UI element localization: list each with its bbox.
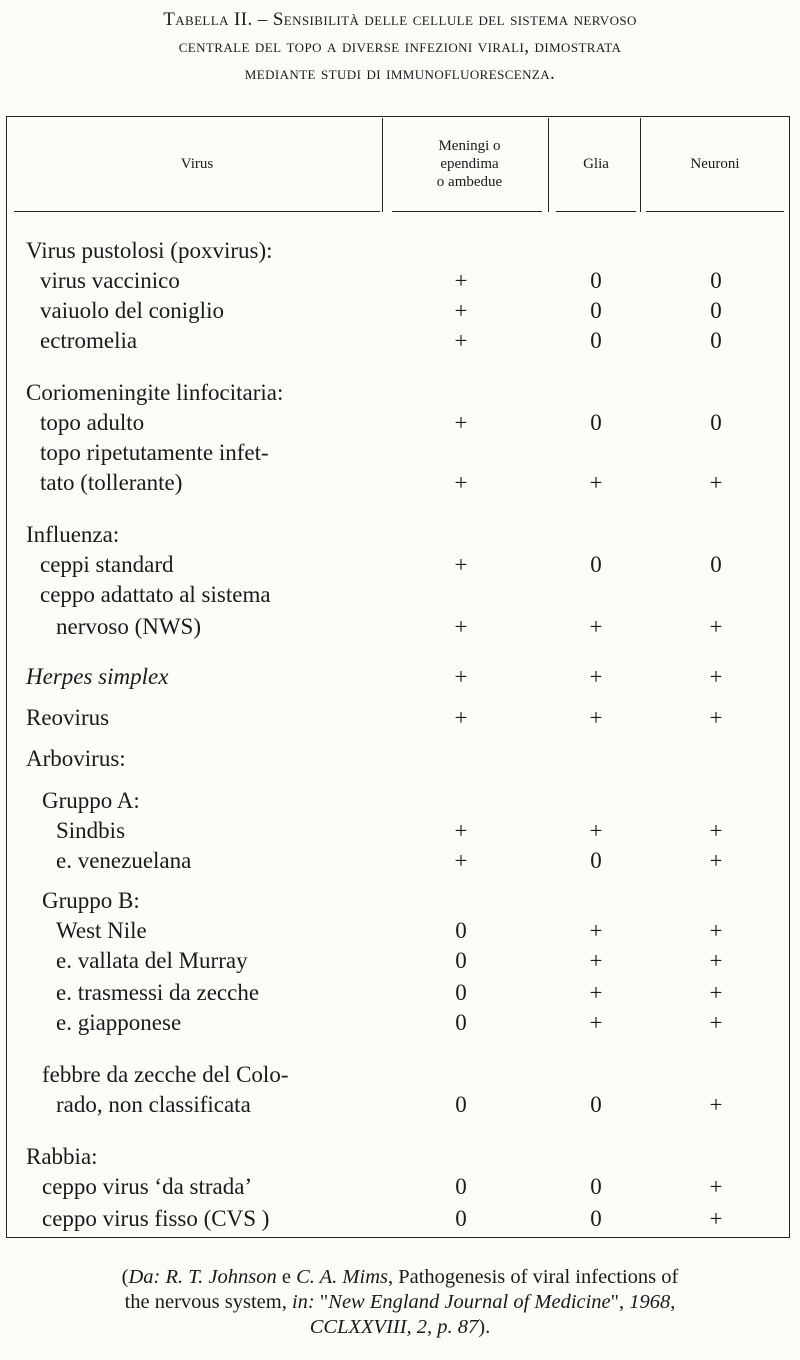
table-row bbox=[0, 946, 800, 976]
glia-value: + bbox=[589, 705, 603, 730]
glia-value: + bbox=[589, 948, 603, 973]
glia-value: + bbox=[589, 980, 603, 1005]
table-row bbox=[0, 326, 800, 356]
meningi-value: + bbox=[454, 328, 468, 353]
glia-value: 0 bbox=[590, 328, 602, 353]
table-row bbox=[0, 296, 800, 326]
row-label: Virus pustolosi (poxvirus): bbox=[26, 238, 273, 263]
row-label: Arbovirus: bbox=[26, 746, 126, 771]
glia-value: + bbox=[589, 470, 603, 495]
table-row bbox=[0, 978, 800, 1008]
row-label: e. giapponese bbox=[56, 1010, 182, 1035]
glia-value: 0 bbox=[590, 410, 602, 435]
table-row bbox=[0, 916, 800, 946]
neuroni-value: + bbox=[709, 918, 723, 943]
source-quote-open: " bbox=[314, 1291, 329, 1313]
glia-value: + bbox=[589, 614, 603, 639]
table-row bbox=[0, 816, 800, 846]
row-label: Rabbia: bbox=[26, 1144, 98, 1169]
source-open-paren: ( bbox=[121, 1266, 129, 1288]
meningi-value: + bbox=[454, 298, 468, 323]
col-header-meningi-line-3: o ambedue bbox=[436, 174, 503, 190]
table-row bbox=[0, 408, 800, 438]
source-year: 1968 bbox=[629, 1291, 671, 1313]
table-row bbox=[0, 1172, 800, 1202]
col-header-virus: Virus bbox=[180, 156, 214, 172]
header-divider bbox=[640, 118, 641, 212]
row-label: e. venezuelana bbox=[56, 848, 192, 873]
col-header-glia: Glia bbox=[583, 156, 609, 172]
source-journal: New England Journal of Medicine bbox=[328, 1291, 611, 1313]
table-row bbox=[0, 1090, 800, 1120]
table-row bbox=[0, 236, 800, 266]
neuroni-value: + bbox=[709, 664, 723, 689]
col-header-meningi bbox=[392, 137, 547, 191]
source-in: in: bbox=[291, 1291, 315, 1313]
glia-value: + bbox=[589, 818, 603, 843]
col-header-meningi-line-1: Meningi o bbox=[438, 138, 501, 154]
row-label: Gruppo B: bbox=[42, 888, 140, 913]
row-label: topo ripetutamente infet- bbox=[40, 440, 269, 465]
neuroni-value: + bbox=[709, 818, 723, 843]
table-row bbox=[0, 520, 800, 550]
caption-line-3: mediante studi di immunofluorescenza. bbox=[244, 63, 556, 84]
row-label: topo adulto bbox=[40, 410, 145, 435]
table-row bbox=[0, 612, 800, 642]
table-row bbox=[0, 1060, 800, 1090]
header-divider bbox=[548, 118, 549, 212]
table-caption bbox=[0, 6, 800, 87]
source-quote-close: ", bbox=[610, 1291, 630, 1313]
source-close: ). bbox=[478, 1316, 491, 1338]
glia-value: + bbox=[589, 664, 603, 689]
neuroni-value: + bbox=[709, 1174, 723, 1199]
glia-value: 0 bbox=[590, 1206, 602, 1231]
meningi-value: 0 bbox=[455, 1010, 467, 1035]
glia-value: 0 bbox=[590, 268, 602, 293]
meningi-value: + bbox=[454, 705, 468, 730]
header-rule bbox=[392, 211, 542, 212]
glia-value: 0 bbox=[590, 298, 602, 323]
table-row bbox=[0, 378, 800, 408]
row-label: Herpes simplex bbox=[26, 664, 169, 689]
table-row bbox=[0, 662, 800, 692]
row-label: Coriomeningite linfocitaria: bbox=[26, 380, 284, 405]
source-comma: , bbox=[670, 1291, 676, 1313]
table-row bbox=[0, 886, 800, 916]
glia-value: 0 bbox=[590, 848, 602, 873]
neuroni-value: + bbox=[709, 614, 723, 639]
glia-value: 0 bbox=[590, 552, 602, 577]
table-row bbox=[0, 266, 800, 296]
row-label: ceppo virus ‘da strada’ bbox=[42, 1174, 253, 1199]
meningi-value: + bbox=[454, 410, 468, 435]
glia-value: 0 bbox=[590, 1174, 602, 1199]
table-row bbox=[0, 744, 800, 774]
neuroni-value: 0 bbox=[710, 298, 722, 323]
meningi-value: 0 bbox=[455, 980, 467, 1005]
table-row bbox=[0, 468, 800, 498]
glia-value: + bbox=[589, 918, 603, 943]
row-label: e. trasmessi da zecche bbox=[56, 980, 260, 1005]
table-row bbox=[0, 580, 800, 610]
meningi-value: + bbox=[454, 470, 468, 495]
meningi-value: 0 bbox=[455, 948, 467, 973]
meningi-value: + bbox=[454, 614, 468, 639]
row-label: virus vaccinico bbox=[40, 268, 180, 293]
source-author-1: Da: R. T. Johnson bbox=[128, 1266, 277, 1288]
row-label: Gruppo A: bbox=[42, 788, 140, 813]
table-row bbox=[0, 703, 800, 733]
neuroni-value: + bbox=[709, 1206, 723, 1231]
row-label: vaiuolo del coniglio bbox=[40, 298, 224, 323]
row-label: febbre da zecche del Colo- bbox=[42, 1062, 289, 1087]
meningi-value: 0 bbox=[455, 918, 467, 943]
caption-line-1: Tabella II. – Sensibilità delle cellule del sistema nervoso bbox=[163, 9, 637, 30]
source-line-3 bbox=[8, 1315, 792, 1340]
neuroni-value: + bbox=[709, 1092, 723, 1117]
neuroni-value: + bbox=[709, 980, 723, 1005]
table-row bbox=[0, 786, 800, 816]
table-row bbox=[0, 846, 800, 876]
table-row bbox=[0, 1008, 800, 1038]
row-label: Reovirus bbox=[26, 705, 110, 730]
meningi-value: + bbox=[454, 268, 468, 293]
header-rule bbox=[14, 211, 380, 212]
meningi-value: + bbox=[454, 664, 468, 689]
source-author-2: C. A. Mims bbox=[296, 1266, 388, 1288]
neuroni-value: + bbox=[709, 848, 723, 873]
source-volume: CCLXXVIII, 2, p. 87 bbox=[309, 1316, 479, 1338]
row-label: ceppo adattato al sistema bbox=[40, 582, 271, 607]
source-citation bbox=[8, 1265, 792, 1340]
meningi-value: 0 bbox=[455, 1174, 467, 1199]
row-label: ectromelia bbox=[40, 328, 138, 353]
glia-value: 0 bbox=[590, 1092, 602, 1117]
table-row bbox=[0, 438, 800, 468]
meningi-value: 0 bbox=[455, 1092, 467, 1117]
source-line-2 bbox=[8, 1290, 792, 1315]
source-title-part-1: , Pathogenesis of viral infections of bbox=[387, 1266, 679, 1288]
meningi-value: 0 bbox=[455, 1206, 467, 1231]
neuroni-value: + bbox=[709, 470, 723, 495]
row-label: tato (tollerante) bbox=[40, 470, 183, 495]
row-label: Sindbis bbox=[56, 818, 126, 843]
row-label: West Nile bbox=[56, 918, 147, 943]
row-label: ceppi standard bbox=[40, 552, 174, 577]
header-rule bbox=[646, 211, 784, 212]
table-row bbox=[0, 1204, 800, 1234]
neuroni-value: 0 bbox=[710, 328, 722, 353]
table-row bbox=[0, 1142, 800, 1172]
row-label: nervoso (NWS) bbox=[56, 614, 201, 639]
meningi-value: + bbox=[454, 848, 468, 873]
neuroni-value: 0 bbox=[710, 410, 722, 435]
neuroni-value: + bbox=[709, 1010, 723, 1035]
source-title-part-2: the nervous system, bbox=[124, 1291, 292, 1313]
neuroni-value: + bbox=[709, 948, 723, 973]
col-header-meningi-line-2: ependima bbox=[440, 156, 499, 172]
meningi-value: + bbox=[454, 552, 468, 577]
row-label: Influenza: bbox=[26, 522, 120, 547]
meningi-value: + bbox=[454, 818, 468, 843]
source-conjunction: e bbox=[276, 1266, 297, 1288]
row-label: rado, non classificata bbox=[56, 1092, 251, 1117]
source-line-1 bbox=[8, 1265, 792, 1290]
table-row bbox=[0, 550, 800, 580]
row-label: ceppo virus fisso (CVS ) bbox=[42, 1206, 270, 1231]
glia-value: + bbox=[589, 1010, 603, 1035]
header-rule bbox=[556, 211, 636, 212]
col-header-neuroni: Neuroni bbox=[690, 156, 740, 172]
neuroni-value: + bbox=[709, 705, 723, 730]
neuroni-value: 0 bbox=[710, 268, 722, 293]
header-divider bbox=[382, 118, 383, 212]
caption-line-2: centrale del topo a diverse infezioni virali, dimostrata bbox=[178, 36, 622, 57]
neuroni-value: 0 bbox=[710, 552, 722, 577]
row-label: e. vallata del Murray bbox=[56, 948, 248, 973]
